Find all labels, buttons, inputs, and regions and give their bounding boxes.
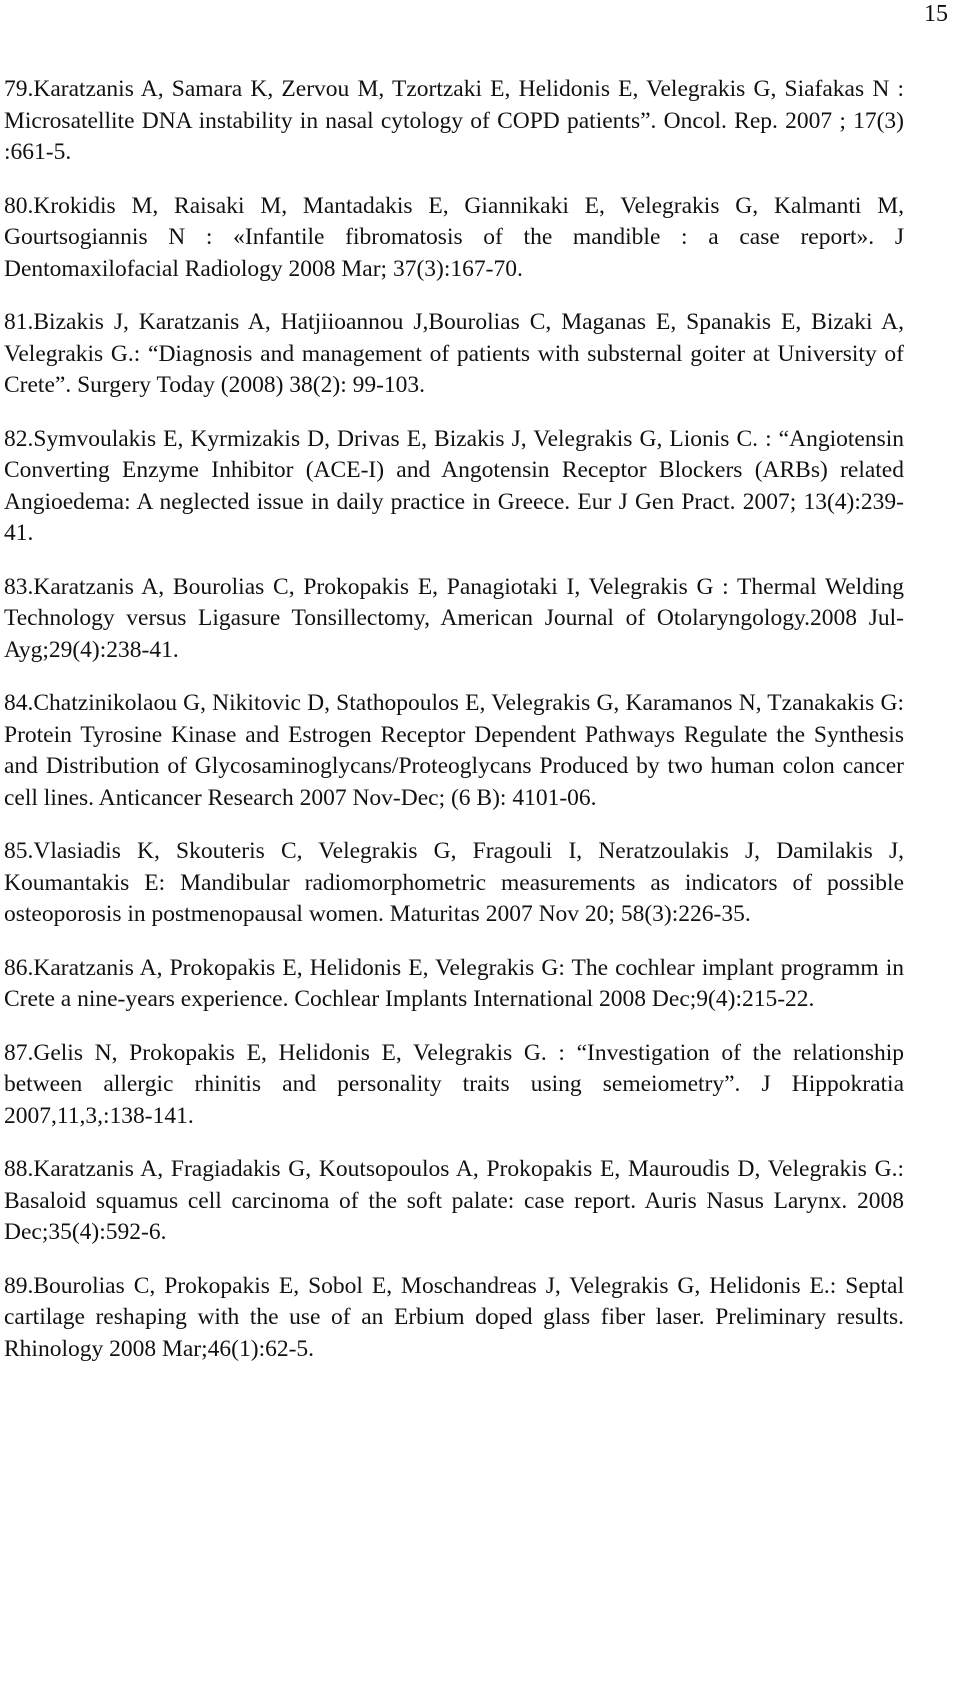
reference-item-87: 87.Gelis N, Prokopakis E, Helidonis E, Velegrakis G. : “Investigation of the relationship between allergic rhinitis and personality traits using semeiometry”. J Hippokratia 2007,11,3,:138-141. bbox=[4, 1039, 904, 1129]
reference-item-79: 79.Karatzanis A, Samara K, Zervou M, Tzortzaki E, Helidonis E, Velegrakis G, Siafakas N : Microsatellite DNA instability in nasal cytology of COPD patients”. Oncol. Rep. 2007 ; 17(3) :661-5. bbox=[4, 76, 904, 165]
reference-item-88: 88.Karatzanis A, Fragiadakis G, Koutsopoulos A, Prokopakis E, Mauroudis D, Velegrakis G.: Basaloid squamus cell carcinoma of the soft palate: case report. Auris Nasus Larynx. 2008 Dec;35(4):592-6. bbox=[4, 1156, 904, 1245]
reference-item-82: 82.Symvoulakis E, Kyrmizakis D, Drivas E, Bizakis J, Velegrakis G, Lionis C. : “Angiotensin Converting Enzyme Inhibitor (ACE-I) and Angotensin Receptor Blockers (ARBs) related Angioedema: A neglected issue in daily practice in Greece. Eur J Gen Pract. 2007; 13(4):239-41. bbox=[4, 425, 904, 546]
page-number: 15 bbox=[924, 1, 948, 27]
reference-item-84: 84.Chatzinikolaou G, Nikitovic D, Stathopoulos E, Velegrakis G, Karamanos N, Tzanakakis G: Protein Tyrosine Kinase and Estrogen Receptor Dependent Pathways Regulate the Synthesis and Distribution of Glycosaminoglycans/Proteoglycans Produced by two human colon cancer cell lines. Anticancer Research 2007 Nov-Dec; (6 B): 4101-06. bbox=[4, 690, 904, 811]
reference-item-85: 85.Vlasiadis K, Skouteris C, Velegrakis G, Fragouli I, Neratzoulakis J, Damilakis J, Koumantakis E: Mandibular radiomorphometric measurements as indicators of possible osteoporosis in postmenopausal women. Maturitas 2007 Nov 20; 58(3):226-35. bbox=[4, 838, 904, 927]
reference-item-83: 83.Karatzanis A, Bourolias C, Prokopakis E, Panagiotaki I, Velegrakis G : Thermal Welding Technology versus Ligasure Tonsillectomy, American Journal of Otolaryngology.2008 Jul-Ayg;29(4):238-41. bbox=[4, 573, 904, 663]
reference-item-80: 80.Krokidis M, Raisaki M, Mantadakis E, Giannikaki E, Velegrakis G, Kalmanti M, Gourtsogiannis N : «Infantile fibromatosis of the mandible : a case report». J Dentomaxilofacial Radiology 2008 Mar; 37(3):167-70. bbox=[4, 192, 904, 282]
reference-list bbox=[4, 74, 904, 1385]
reference-item-89: 89.Bourolias C, Prokopakis E, Sobol E, Moschandreas J, Velegrakis G, Helidonis E.: Septal cartilage reshaping with the use of an Erbium doped glass fiber laser. Preliminary results. Rhinology 2008 Mar;46(1):62-5. bbox=[4, 1272, 904, 1362]
reference-item-86: 86.Karatzanis A, Prokopakis E, Helidonis E, Velegrakis G: The cochlear implant programm in Crete a nine-years experience. Cochlear Implants International 2008 Dec;9(4):215-22. bbox=[4, 954, 904, 1012]
reference-item-81: 81.Bizakis J, Karatzanis A, Hatjiioannou J,Bourolias C, Maganas E, Spanakis E, Bizaki A, Velegrakis G.: “Diagnosis and management of patients with substernal goiter at University of Crete”. Surgery Today (2008) 38(2): 99-103. bbox=[4, 309, 904, 398]
